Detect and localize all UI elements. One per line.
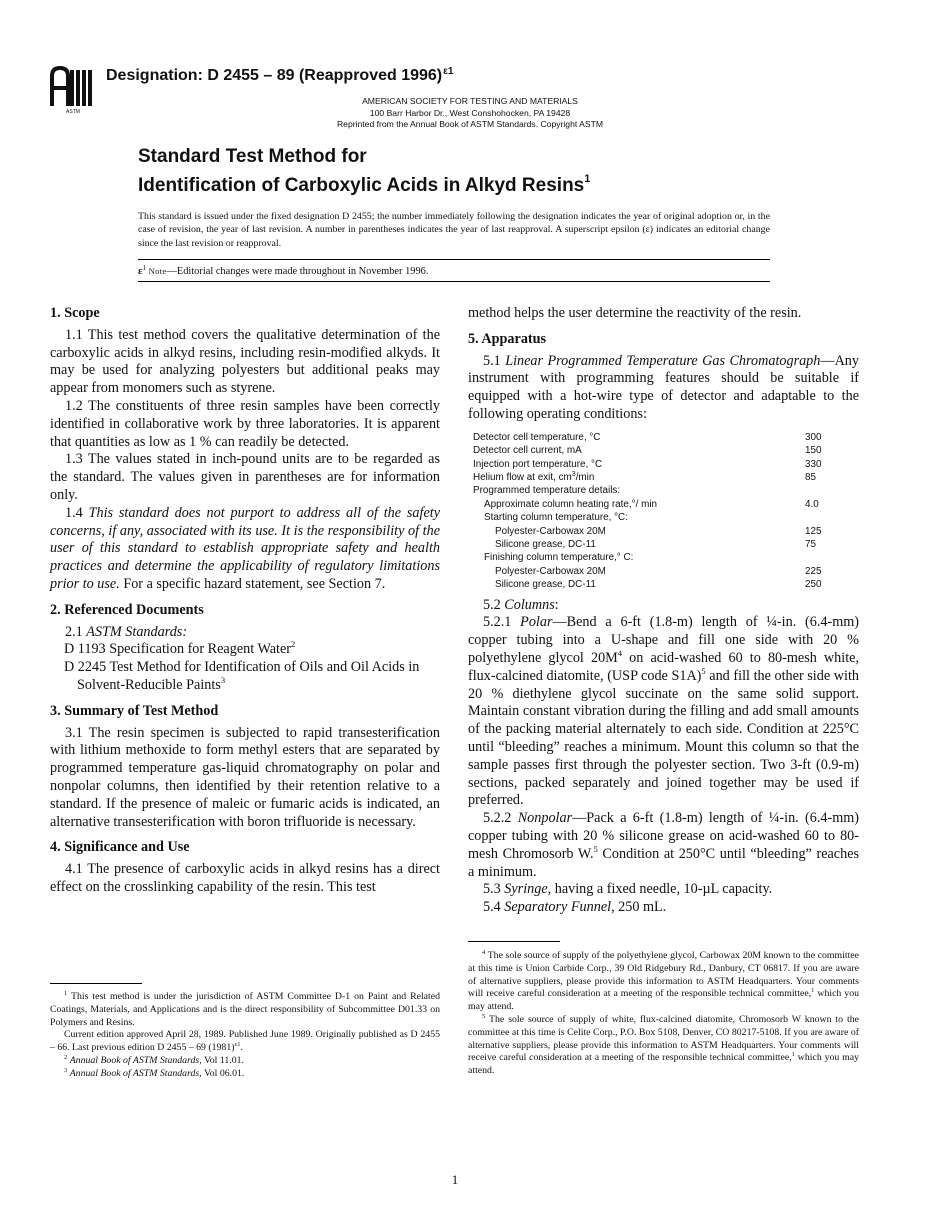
footnotes-left [50, 991, 440, 1081]
table-row: Finishing column temperature,° C: [484, 552, 634, 564]
footnote: Current edition approved April 28, 1989. Published June 1989. Originally published as D 2455 – 66. Last previous edition D 2455 – 69 $(1981)^{\varepsilon 1}$. [50, 1029, 440, 1054]
designation: Designation: D 2455 – 89 (Reapproved 1996)$^{\varepsilon 1}$ [106, 66, 454, 84]
paragraph: 1.4 This standard does not purport to address all of the safety concerns, if any, associated with its use. It is the responsibility of the user of this standard to establish appropriate safety and health practices and determine the applicability of regulatory limitations prior to use. For a specific hazard statement, see Section 7. [50, 504, 441, 592]
table-row: Polyester-Carbowax 20M 125 [495, 525, 822, 537]
paragraph: 5.2.2 Nonpolar—Pack a 6-ft (1.8-m) length of ¼-in. (6.4-mm) copper tubing with 20 % silicone grease on acid-washed 60 to 80-mesh Chromosorb W.$^5$ Condition at 250°C until “bleeding” reaches a minimum. [468, 810, 860, 880]
table-row: Detector cell current, mA 150 [473, 445, 822, 457]
footnote-divider [468, 941, 560, 942]
astm-logo [48, 62, 98, 114]
section-heading: 4. Significance and Use [50, 839, 190, 856]
svg-text:ASTM: ASTM [66, 109, 80, 114]
table-row: Programmed temperature details: [473, 485, 621, 497]
paragraph: 5.4 Separatory Funnel, 250 mL. [483, 899, 667, 916]
footnote-divider [50, 983, 142, 984]
footnote: $^2$ Annual Book of ASTM Standards, Vol 11.01. [64, 1053, 244, 1066]
divider [138, 281, 770, 282]
reference-item: D 1193 Specification for Reagent Water$^2$ [64, 639, 296, 658]
paragraph: 3.1 The resin specimen is subjected to rapid transesterification with lithium methoxide to form methyl esters that are separated by programmed temperature gas-liquid chromatography on polar and nonpolar columns, then identified by their retention relative to a standard. If the presence of maleic or fumaric acids is indicated, an alternative transesterification with boron trifluoride is necessary. [50, 724, 440, 830]
document-title: Standard Test Method for Identification of Carboxylic Acids in Alkyd Resins$^1$ [138, 146, 591, 196]
section-heading: 1. Scope [50, 305, 100, 321]
paragraph: 5.1 Linear Programmed Temperature Gas Chromatograph—Any instrument with programming features should be suitable if equipped with a hot-wire type of detector and adaptable to the following operating conditions: [468, 352, 859, 422]
paragraph: 4.1 The presence of carboxylic acids in alkyd resins has a direct effect on the crosslinking capability of the resin. This test [50, 861, 440, 895]
section-heading: 3. Summary of Test Method [50, 702, 219, 719]
paragraph: 1.2 The constituents of three resin samples have been correctly identified in collaborative work by three laboratories. It is apparent that quantities as low as 1 % can readily be detected. [50, 397, 440, 450]
page-number: 1 [451, 1172, 459, 1187]
table-row: Silicone grease, DC-11 75 [495, 539, 816, 551]
table-row: Polyester-Carbowax 20M 225 [495, 565, 822, 577]
table-row: Starting column temperature, °C: [484, 512, 628, 524]
footnote: $^5$ The sole source of supply of white, flux-calcined diatomite, Chromosorb W known to the committee at this time is Celite Corp., P.O. Box 5108, Denver, CO 80217-5108. If you are aware of alternative suppliers, please provide this information to ASTM Headquarters. Your comments will receive careful consideration at a meeting of the responsible technical committee,$^1$ which you may attend. [468, 1012, 859, 1077]
section-heading: 2. Referenced Documents [50, 601, 204, 618]
footnote: $^4$ The sole source of supply of the polyethylene glycol, Carbowax 20M known to the committee at this time is Union Carbide Corp., 39 Old Ridgebury Rd., Danbury, CT 06817. If you are aware of alternative suppliers, please provide this information to ASTM Headquarters. Your comments will receive careful consideration at a meeting of the responsible technical committee,$^1$ which you may attend. [468, 949, 859, 1013]
footnote: $^3$ Annual Book of ASTM Standards, Vol 06.01. [64, 1066, 245, 1079]
table-row: Approximate column heating rate,°/ min 4.0 [484, 498, 819, 510]
section-heading: 5. Apparatus [468, 330, 547, 347]
paragraph: 2.1 ASTM Standards: [65, 623, 188, 640]
divider [138, 259, 770, 260]
table-row: Helium flow at exit, $cm^3/\min$ 85 [473, 471, 816, 483]
paragraph: 5.2.1 Polar—Bend a 6-ft (1.8-m) length of ¼-in. (6.4-mm) copper tubing into a U-shape and fill one side with 20 % polyethylene glycol $20M^4$ on acid-washed 60 to 80-mesh white, flux-calcined diatomite, (USP code S1A)$^5$ and fill the other side with 20 % diethylene glycol succinate on the same solid support. Maintain constant vibration during the filling and add small amounts of the packing material alternately to each side. Condition at 225°C until “bleeding” reaches a minimum. Mount this column so that the sample passes first through the polyester section. Two 3-ft (0.9-m) sections, packed separately and joined together may be used if preferred. [468, 614, 860, 809]
left-column [50, 305, 440, 897]
table-row: Silicone grease, DC-11 250 [495, 579, 822, 591]
publisher-block: AMERICAN SOCIETY FOR TESTING AND MATERIALS 100 Barr Harbor Dr., West Conshohocken, PA 19428 Reprinted from the Annual Book of ASTM Standards. Copyright ASTM [336, 96, 604, 129]
table-row: Detector cell temperature, °C 300 [473, 431, 822, 443]
footnotes-right [468, 950, 859, 1078]
paragraph: 5.2 Columns: [483, 596, 559, 613]
issue-note: This standard is issued under the fixed designation D 2455; the number immediately following the designation indicates the year of original adoption or, in the case of revision, the year of last revision. A number in parentheses indicates the year of last reapproval. A superscript epsilon (ε) indicates an editorial change since the last revision or reapproval. [138, 211, 770, 249]
paragraph: 1.1 This test method covers the qualitative determination of the carboxylic acids in alkyd resins, including resin-modified alkyds. It may be used for analyzing polyesters but additional peaks may appear from monomers such as styrene. [50, 326, 440, 397]
right-column [468, 305, 859, 917]
footnote: $^1$ This test method is under the jurisdiction of ASTM Committee D-1 on Paint and Related Coatings, Materials, and Applications and is the direct responsibility of Subcommittee D01.33 on Polymers and Resins. [50, 990, 440, 1028]
operating-conditions-table [468, 431, 859, 592]
paragraph: 1.3 The values stated in inch-pound units are to be regarded as the standard. The values given in parentheses are for information only. [50, 451, 440, 503]
paragraph: method helps the user determine the reactivity of the resin. [468, 305, 802, 321]
reference-item: D 2245 Test Method for Identification of Oils and Oil Acids in Solvent-Reducible Paints$^3$ [64, 659, 420, 693]
paragraph: 5.3 Syringe, having a fixed needle, 10-µL capacity. [483, 881, 773, 898]
table-row: Injection port temperature, °C 330 [473, 458, 822, 470]
editorial-note: $\varepsilon^1$ Note—Editorial changes were made throughout in November 1996. [138, 264, 429, 277]
